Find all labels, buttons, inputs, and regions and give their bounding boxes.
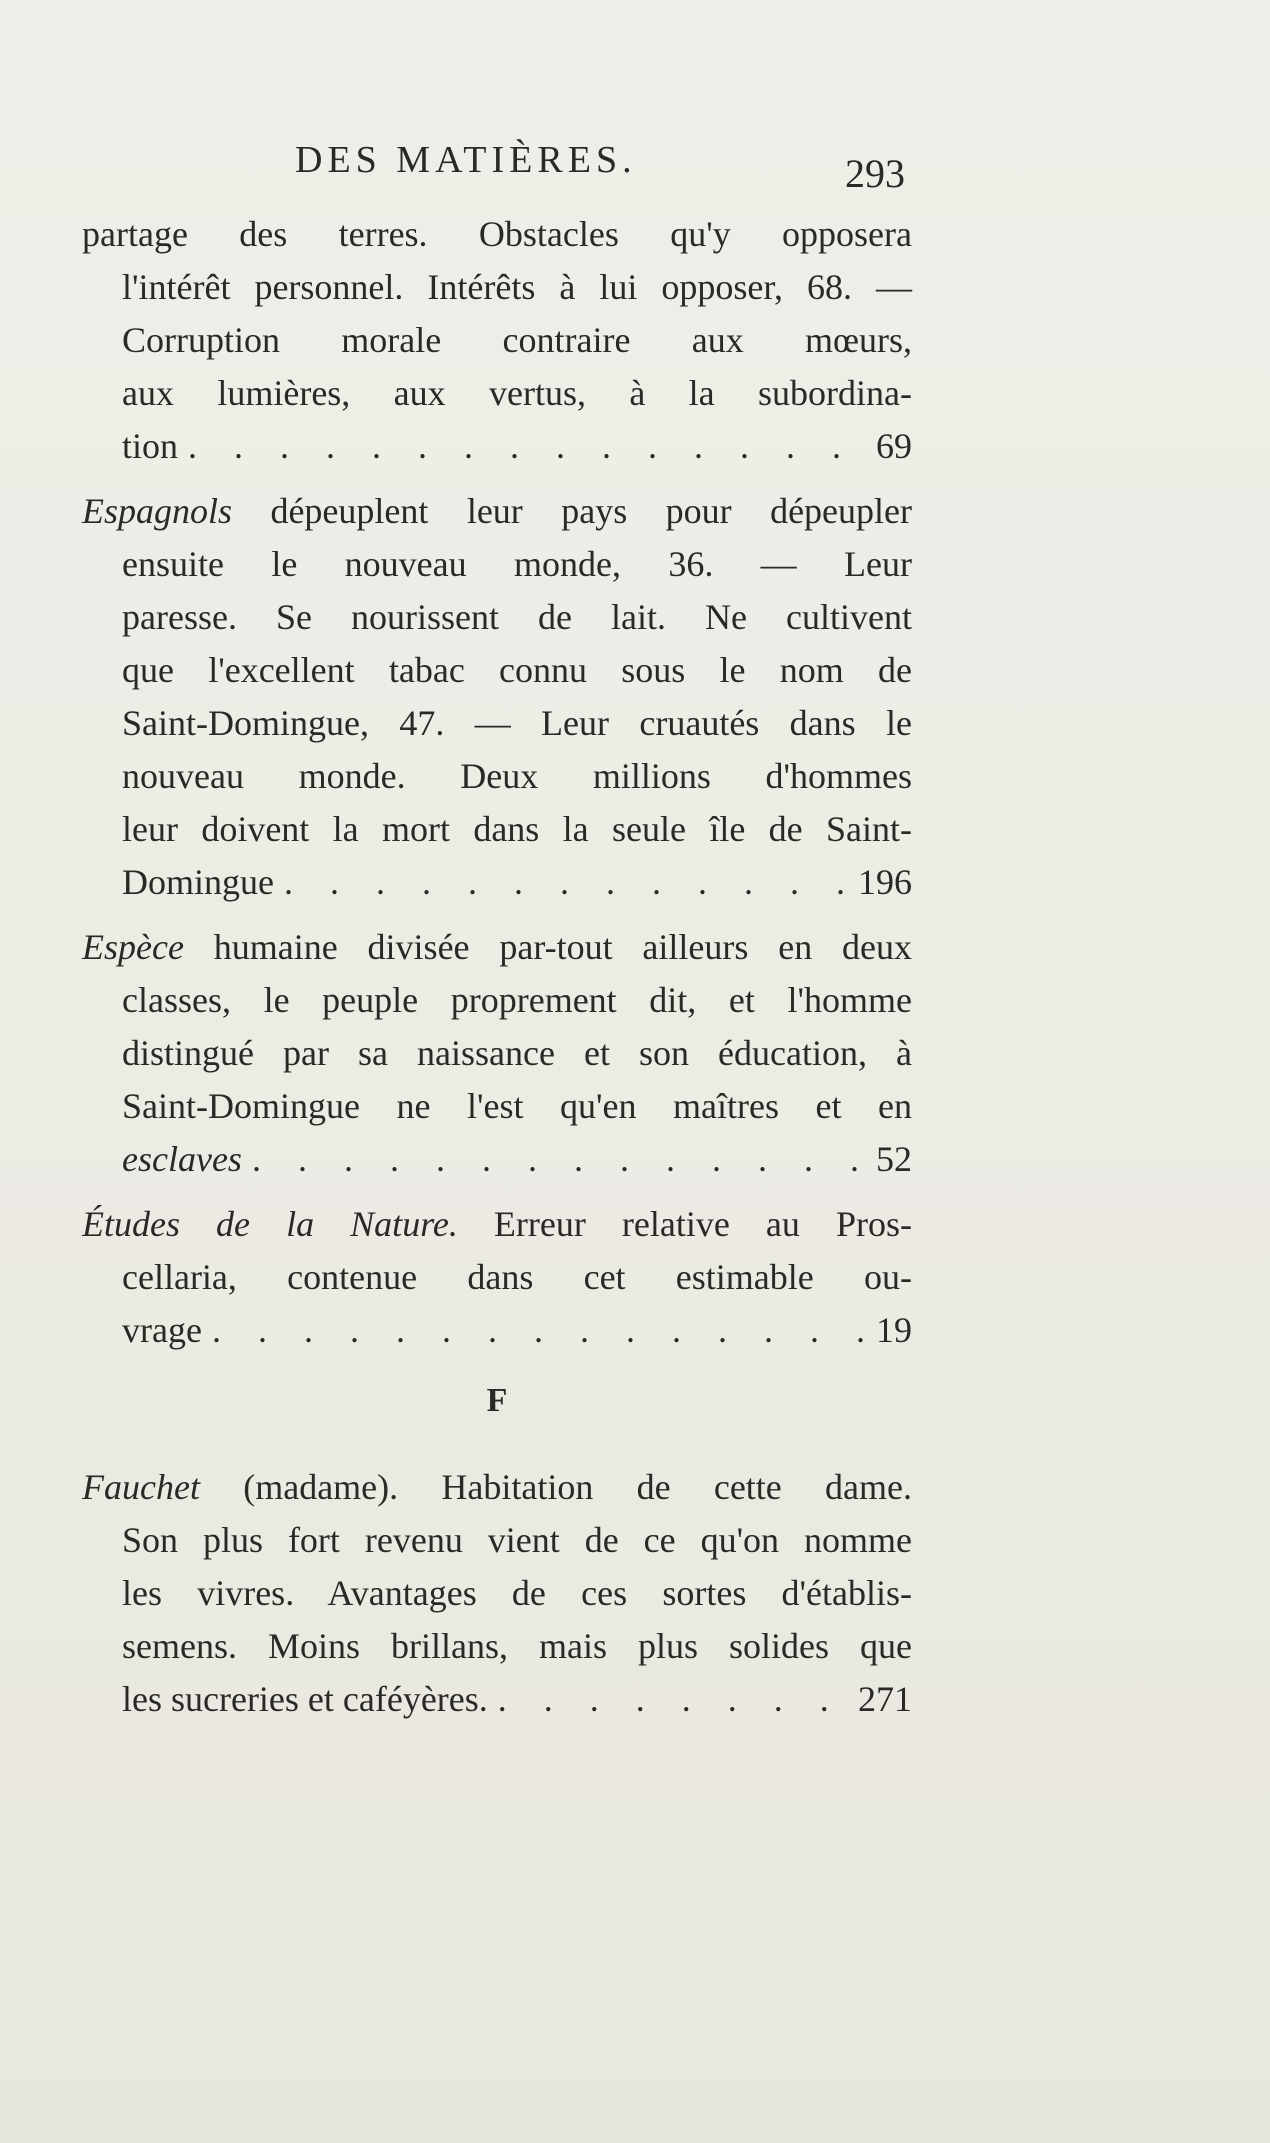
entry-last-text: vrage <box>122 1310 202 1350</box>
entry-line: les vivres. Avantages de ces sortes d'établis- <box>122 1573 912 1613</box>
index-entry-etudes <box>82 1198 912 1357</box>
entry-last-line <box>82 856 912 909</box>
page-reference: 52 <box>876 1139 912 1179</box>
entry-last-line <box>82 1673 912 1726</box>
entry-line <box>82 485 912 538</box>
entry-line: cellaria, contenue dans cet estimable ou- <box>122 1257 912 1297</box>
dot-leader <box>498 1673 848 1726</box>
entry-line <box>82 1198 912 1251</box>
entry-line: paresse. Se nourissent de lait. Ne cultivent <box>122 597 912 637</box>
entry-line <box>82 921 912 974</box>
dot-leader <box>252 1133 866 1186</box>
entry-last-line <box>82 1304 912 1357</box>
entry-line: nouveau monde. Deux millions d'hommes <box>122 756 912 796</box>
entry-line: l'intérêt personnel. Intérêts à lui opposer, 68. — <box>122 267 912 307</box>
entry-line: partage des terres. Obstacles qu'y opposera <box>82 214 912 254</box>
entry-text: Erreur relative au Pros- <box>493 1204 912 1244</box>
entry-keyword: Études de la Nature. <box>82 1204 458 1244</box>
entry-line: leur doivent la mort dans la seule île de Saint- <box>122 809 912 849</box>
page-reference: 19 <box>876 1310 912 1350</box>
entry-line: aux lumières, aux vertus, à la subordina- <box>122 373 912 413</box>
page-reference: 271 <box>858 1679 912 1719</box>
entry-line: Saint-Domingue, 47. — Leur cruautés dans le <box>122 703 912 743</box>
index-list <box>82 208 912 1738</box>
index-entry-espagnols <box>82 485 912 909</box>
entry-line: que l'excellent tabac connu sous le nom de <box>122 650 912 690</box>
entry-text: (madame). Habitation de cette dame. <box>243 1467 912 1507</box>
entry-keyword: Espagnols <box>82 491 233 531</box>
dot-leader <box>284 856 848 909</box>
page-number: 293 <box>845 151 905 196</box>
page-reference: 69 <box>876 426 912 466</box>
dot-leader <box>188 420 866 473</box>
index-entry-fauchet <box>82 1461 912 1726</box>
entry-line: Corruption morale contraire aux mœurs, <box>122 320 912 360</box>
entry-line <box>82 1461 912 1514</box>
entry-last-line <box>82 420 912 473</box>
entry-last-text: esclaves <box>122 1139 242 1179</box>
entry-text: dépeuplent leur pays pour dépeupler <box>270 491 913 531</box>
index-entry-espece <box>82 921 912 1186</box>
entry-keyword: Espèce <box>82 927 184 967</box>
entry-last-text: Domingue <box>122 862 274 902</box>
entry-line: Son plus fort revenu vient de ce qu'on nomme <box>122 1520 912 1560</box>
running-head: DES MATIÈRES. <box>295 139 637 181</box>
entry-last-text: les sucreries et caféyères. <box>122 1679 488 1719</box>
entry-text: humaine divisée par-tout ailleurs en deux <box>213 927 912 967</box>
entry-keyword: Fauchet <box>82 1467 200 1507</box>
index-entry-continuation <box>82 208 912 473</box>
page-reference: 196 <box>858 862 912 902</box>
entry-line: Saint-Domingue ne l'est qu'en maîtres et en <box>122 1086 912 1126</box>
entry-line: classes, le peuple proprement dit, et l'homme <box>122 980 912 1020</box>
section-letter: F <box>486 1382 508 1419</box>
entry-line: semens. Moins brillans, mais plus solides que <box>122 1626 912 1666</box>
entry-last-text: tion <box>122 426 179 466</box>
entry-line: ensuite le nouveau monde, 36. — Leur <box>122 544 912 584</box>
entry-last-line <box>82 1133 912 1186</box>
dot-leader <box>212 1304 866 1357</box>
entry-line: distingué par sa naissance et son éducation, à <box>122 1033 912 1073</box>
